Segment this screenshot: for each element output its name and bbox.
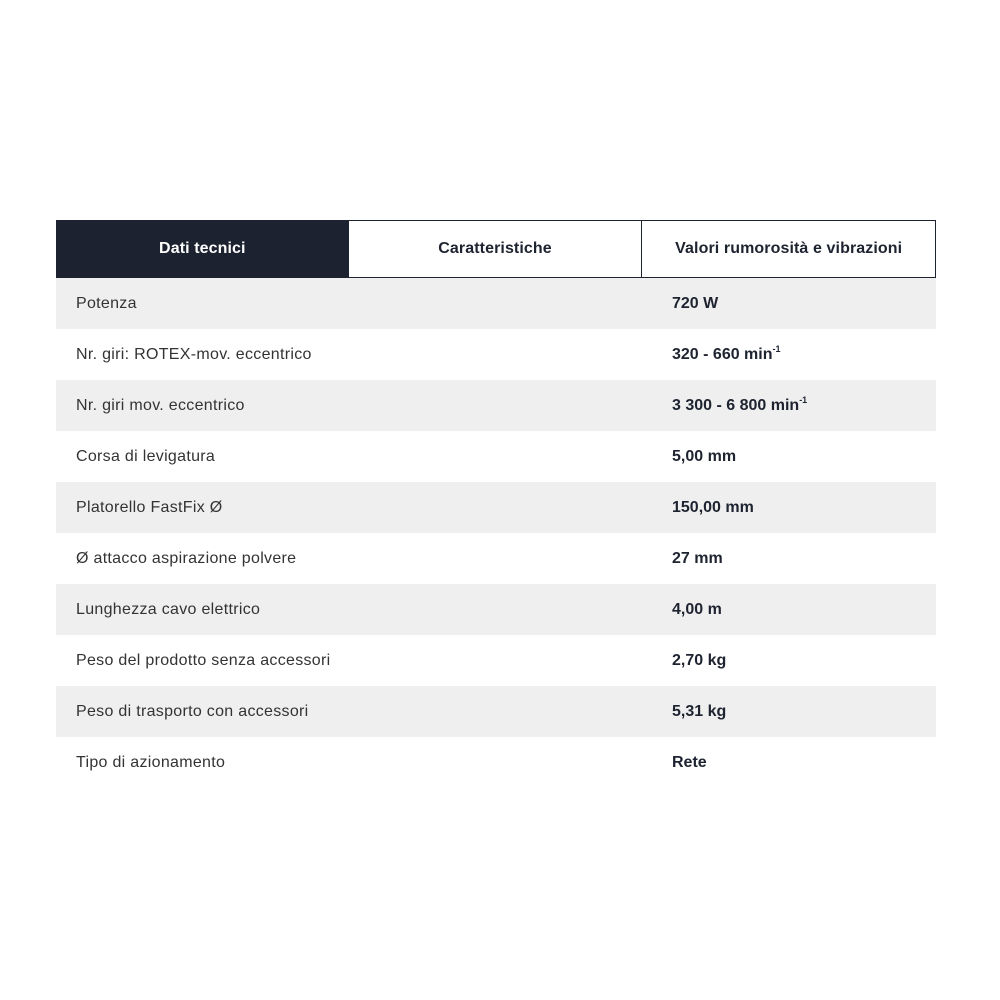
tab-dati-tecnici[interactable]: Dati tecnici [56, 220, 349, 278]
spec-value: 150,00 mm [672, 498, 754, 516]
spec-row [56, 584, 936, 635]
spec-label: Peso del prodotto senza accessori [76, 651, 331, 669]
spec-value: 4,00 m [672, 600, 722, 618]
spec-table [56, 278, 936, 788]
tab-caratteristiche[interactable]: Caratteristiche [349, 220, 643, 278]
spec-value: 320 - 660 $\min^{-1}$ [672, 343, 781, 363]
spec-row [56, 278, 936, 329]
spec-value: 5,00 mm [672, 447, 737, 465]
spec-value: 27 mm [672, 549, 723, 567]
spec-label: Corsa di levigatura [76, 447, 216, 465]
spec-label: Tipo di azionamento [76, 753, 226, 771]
spec-panel [56, 220, 936, 788]
spec-row [56, 533, 936, 584]
spec-value-exponent: -1 [799, 394, 808, 405]
spec-label: Potenza [76, 294, 137, 312]
spec-label: Ø attacco aspirazione polvere [76, 549, 297, 567]
spec-value: 720 W [672, 294, 719, 312]
spec-value: 5,31 kg [672, 702, 727, 720]
spec-row [56, 431, 936, 482]
spec-label: Lunghezza cavo elettrico [76, 600, 261, 618]
spec-value: Rete [672, 753, 707, 771]
spec-value: 2,70 kg [672, 651, 727, 669]
spec-row [56, 737, 936, 788]
spec-label: Nr. giri: ROTEX-mov. eccentrico [76, 345, 312, 363]
spec-value-exponent: -1 [772, 343, 781, 354]
tab-bar [56, 220, 936, 278]
spec-value: 3 300 - 6 800 $\min^{-1}$ [672, 394, 808, 414]
spec-label: Peso di trasporto con accessori [76, 702, 309, 720]
spec-label: Nr. giri mov. eccentrico [76, 396, 245, 414]
spec-row [56, 380, 936, 431]
spec-row [56, 635, 936, 686]
spec-row [56, 686, 936, 737]
spec-row [56, 329, 936, 380]
spec-row [56, 482, 936, 533]
spec-label: Platorello FastFix Ø [76, 498, 223, 516]
tab-valori-rumorosita[interactable]: Valori rumorosità e vibrazioni [642, 220, 936, 278]
